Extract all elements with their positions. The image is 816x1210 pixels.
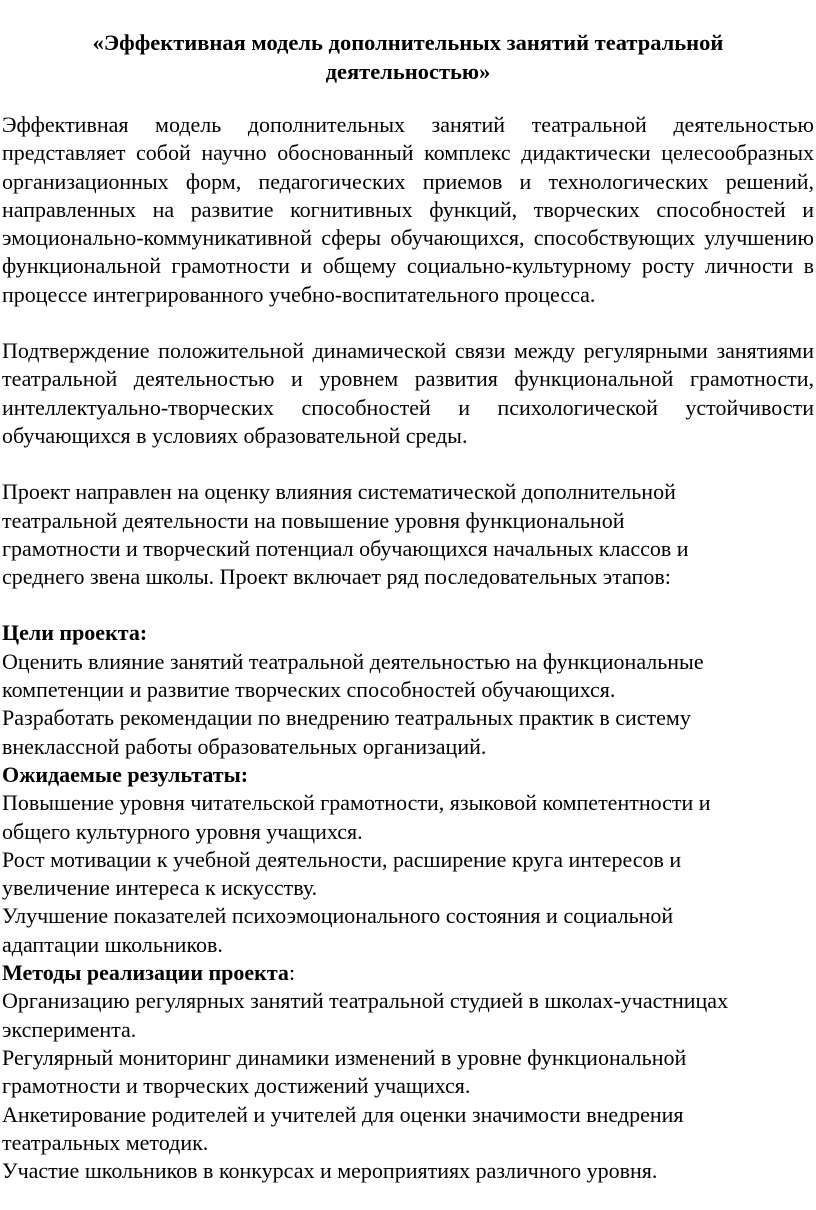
goals-line: Разработать рекомендации по внедрению театральных практик в систему: [2, 705, 691, 731]
paragraph-spacer: [2, 450, 814, 478]
results-line: Улучшение показателей психоэмоционального состояния и социальной: [2, 903, 674, 929]
paragraph-spacer: [2, 309, 814, 337]
goals-line: компетенции и развитие творческих способностей обучающихся.: [2, 677, 616, 703]
title-line-2: деятельностью»: [325, 59, 491, 84]
goals-section: [2, 619, 814, 760]
title-line-1: «Эффективная модель дополнительных занятий театральной: [92, 30, 724, 55]
hypothesis-paragraph: Подтверждение положительной динамической связи между регулярными занятиями театральной деятельностью и уровнем развития функциональной грамотности, интеллектуально-творческих способностей и психологической устойчивости обучающихся в условиях образовательной среды.: [2, 338, 814, 448]
results-line: общего культурного уровня учащихся.: [2, 818, 363, 844]
methods-line: Регулярный мониторинг динамики изменений в уровне функциональной: [2, 1044, 687, 1070]
methods-line: Анкетирование родителей и учителей для оценки значимости внедрения: [2, 1101, 684, 1127]
methods-line: эксперимента.: [2, 1016, 137, 1042]
methods-section: [2, 959, 814, 1185]
project-line: Проект направлен на оценку влияния систематической дополнительной: [2, 479, 676, 505]
goals-line: Оценить влияние занятий театральной деятельностью на функциональные: [2, 648, 704, 674]
results-line: увеличение интереса к искусству.: [2, 875, 318, 901]
results-line: Рост мотивации к учебной деятельности, расширение круга интересов и: [2, 846, 682, 872]
paragraph-spacer: [2, 591, 814, 619]
project-line: среднего звена школы. Проект включает ряд последовательных этапов:: [2, 564, 671, 590]
intro-paragraph: Эффективная модель дополнительных занятий театральной деятельностью представляет собой научно обоснованный комплекс дидактически целесообразных организационных форм, педагогических приемов и технологических решений, направленных на развитие когнитивных функций, творческих способностей и эмоционально-коммуникативной сферы обучающихся, способствующих улучшению функциональной грамотности и общему социально-культурному росту личности в процессе интегрированного учебно-воспитательного процесса.: [2, 112, 814, 307]
results-heading: Ожидаемые результаты:: [2, 761, 249, 787]
methods-line: Участие школьников в конкурсах и мероприятиях различного уровня.: [2, 1158, 658, 1184]
project-line: театральной деятельности на повышение уровня функциональной: [2, 507, 625, 533]
methods-heading: [2, 959, 814, 987]
methods-heading-colon: :: [288, 960, 296, 986]
project-line: грамотности и творческий потенциал обучающихся начальных классов и: [2, 535, 689, 561]
goals-heading: Цели проекта:: [2, 620, 148, 646]
document-title: [2, 28, 814, 86]
methods-line: театральных методик.: [2, 1129, 209, 1155]
methods-heading-text: Методы реализации проекта: [2, 960, 289, 986]
results-line: адаптации школьников.: [2, 931, 223, 957]
methods-line: грамотности и творческих достижений учащихся.: [2, 1073, 471, 1099]
goals-line: внеклассной работы образовательных организаций.: [2, 733, 487, 759]
results-section: [2, 761, 814, 959]
results-line: Повышение уровня читательской грамотности, языковой компетентности и: [2, 790, 711, 816]
methods-line: Организацию регулярных занятий театральной студией в школах-участницах: [2, 988, 729, 1014]
project-paragraph: [2, 478, 814, 591]
